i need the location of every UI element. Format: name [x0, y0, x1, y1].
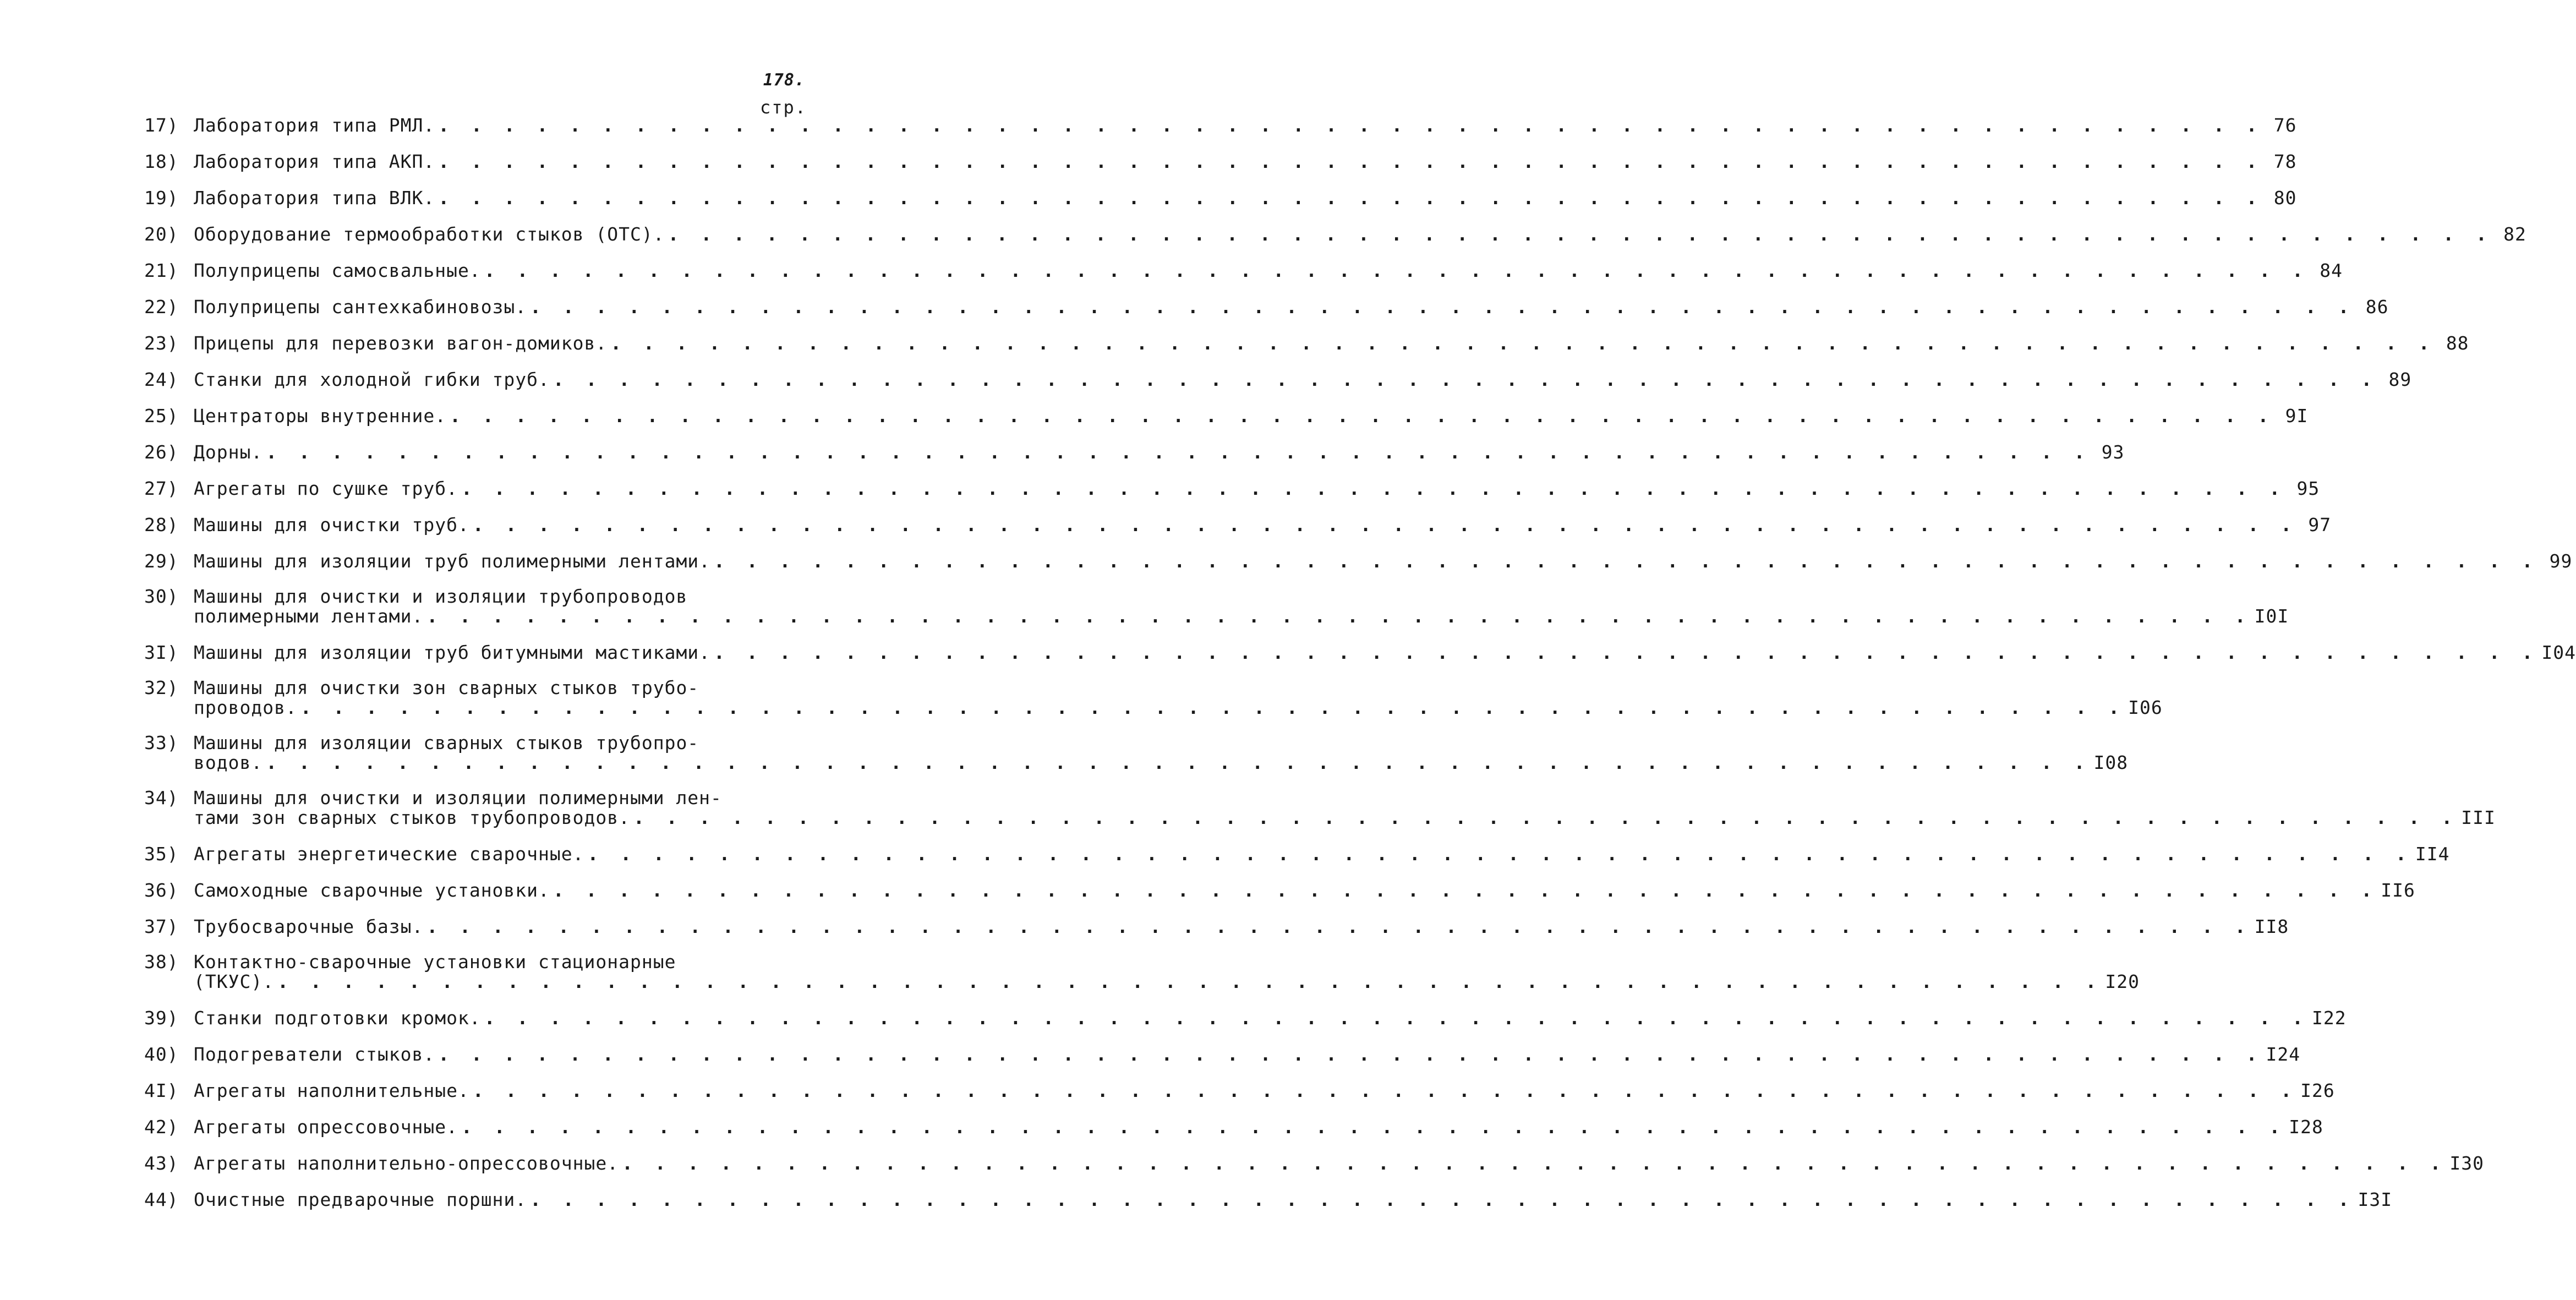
toc-entry: [144, 1007, 2347, 1029]
dot-leader: . . . . . . . . . . . . . . . . . . . . . . . . . . . . . . . . . . . . . . . . . . . . . . . . . . . . . . . .: [668, 223, 2492, 245]
toc-entry: [144, 787, 2496, 828]
toc-entry-last-line: [194, 369, 2412, 390]
toc-entry-body: [194, 586, 2289, 627]
toc-entry-body: [194, 405, 2309, 427]
toc-entry-last-line: [194, 916, 2289, 937]
toc-entry-page-number: I20: [2105, 971, 2140, 992]
toc-entry-number: 22): [144, 296, 179, 318]
toc-entry-last-line: [194, 187, 2297, 209]
toc-entry-last-line: [194, 441, 2125, 463]
page-number: 178.: [763, 70, 805, 90]
toc-entry-title-line: Машины для очистки и изоляции трубопроводов: [194, 586, 688, 607]
toc-entry-page-number: I08: [2093, 752, 2129, 773]
toc-entry-last-line: [194, 1044, 2301, 1065]
dot-leader: . . . . . . . . . . . . . . . . . . . . . . . . . . . . . . . . . . . . . . . . . . . . . . . . . . . . . . . .: [438, 114, 2263, 136]
toc-entry-last-line: [194, 843, 2450, 865]
toc-entry-number: 37): [144, 916, 179, 937]
toc-entry-page-number: III: [2461, 807, 2496, 828]
page-column-label: стр.: [759, 97, 807, 118]
toc-entry-body: [194, 441, 2125, 463]
toc-entry-number: 39): [144, 1007, 179, 1029]
toc-entry-title-line: Очистные предварочные поршни.: [194, 1189, 527, 1210]
toc-entry-page-number: II8: [2254, 916, 2289, 937]
toc-entry-title-line: Машины для очистки труб.: [194, 514, 469, 536]
toc-entry-title-line: Станки для холодной гибки труб.: [194, 369, 550, 390]
toc-entry: [144, 586, 2289, 627]
toc-entry-title-line: Агрегаты опрессовочные.: [194, 1116, 458, 1138]
dot-leader: . . . . . . . . . . . . . . . . . . . . . . . . . . . . . . . . . . . . . . . . . . . . . . . . . . . . . . . .: [450, 405, 2274, 427]
toc-entry-last-line: [194, 114, 2297, 136]
toc-entry-title-line: водов.: [194, 752, 263, 773]
toc-entry-last-line: [194, 296, 2389, 318]
toc-entry-body: [194, 1116, 2323, 1138]
toc-entry: [144, 478, 2320, 499]
toc-entry-title-line: Машины для очистки зон сварных стыков трубо-: [194, 677, 699, 698]
toc-entry-number: 25): [144, 405, 179, 427]
dot-leader: . . . . . . . . . . . . . . . . . . . . . . . . . . . . . . . . . . . . . . . . . . . . . . . . . . . . . . . .: [714, 642, 2539, 663]
toc-entry-body: [194, 732, 2129, 773]
dot-leader: . . . . . . . . . . . . . . . . . . . . . . . . . . . . . . . . . . . . . . . . . . . . . . . . . . . . . . . .: [553, 880, 2378, 901]
toc-entry-title-line: Станки подготовки кромок.: [194, 1007, 481, 1029]
toc-entry-body: [194, 514, 2332, 536]
toc-entry-body: [194, 332, 2469, 354]
toc-entry-page-number: 78: [2273, 151, 2297, 172]
toc-entry: [144, 260, 2343, 281]
toc-entry-number: 24): [144, 369, 179, 390]
toc-entry-body: [194, 1152, 2485, 1174]
toc-entry-body: [194, 642, 2576, 663]
dot-leader: . . . . . . . . . . . . . . . . . . . . . . . . . . . . . . . . . . . . . . . . . . . . . . . . . . . . . . . .: [530, 296, 2355, 318]
toc-entry-page-number: 86: [2365, 296, 2389, 318]
dot-leader: . . . . . . . . . . . . . . . . . . . . . . . . . . . . . . . . . . . . . . . . . . . . . . . . . . . . . . . .: [266, 441, 2091, 463]
toc-entry-body: [194, 478, 2320, 499]
toc-entry-last-line: [194, 752, 2129, 773]
dot-leader: . . . . . . . . . . . . . . . . . . . . . . . . . . . . . . . . . . . . . . . . . . . . . . . . . . . . . . . .: [587, 843, 2412, 865]
toc-entry-body: [194, 843, 2450, 865]
toc-entry-title-line: Центраторы внутренние.: [194, 405, 447, 427]
toc-entry-last-line: [194, 697, 2163, 718]
toc-entry-page-number: 99: [2549, 550, 2573, 572]
toc-entry: [144, 114, 2297, 136]
toc-entry-last-line: [194, 642, 2576, 663]
toc-entry-page-number: I3I: [2358, 1189, 2393, 1210]
toc-entry: [144, 187, 2297, 209]
toc-entry-page-number: 9I: [2285, 405, 2309, 427]
toc-entry-last-line: [194, 1007, 2347, 1029]
toc-entry-body: [194, 951, 2140, 992]
dot-leader: . . . . . . . . . . . . . . . . . . . . . . . . . . . . . . . . . . . . . . . . . . . . . . . . . . . . . . . .: [484, 260, 2309, 281]
toc-entry-page-number: 93: [2101, 441, 2125, 463]
dot-leader: . . . . . . . . . . . . . . . . . . . . . . . . . . . . . . . . . . . . . . . . . . . . . . . . . . . . . . . .: [484, 1007, 2309, 1029]
toc-entry-page-number: 88: [2446, 332, 2469, 354]
toc-entry: [144, 151, 2297, 172]
toc-entry-title-line: Самоходные сварочные установки.: [194, 880, 550, 901]
toc-entry-number: 19): [144, 187, 179, 209]
dot-leader: . . . . . . . . . . . . . . . . . . . . . . . . . . . . . . . . . . . . . . . . . . . . . . . . . . . . . . . .: [472, 1080, 2298, 1101]
toc-entry: [144, 916, 2289, 937]
toc-entry-last-line: [194, 332, 2469, 354]
toc-entry-body: [194, 1007, 2347, 1029]
toc-entry: [144, 642, 2576, 663]
dot-leader: . . . . . . . . . . . . . . . . . . . . . . . . . . . . . . . . . . . . . . . . . . . . . . . . . . . . . . . .: [426, 916, 2251, 937]
toc-entry: [144, 1189, 2393, 1210]
toc-entry-number: 4I): [144, 1080, 179, 1101]
toc-entry-title-line: полимерными лентами.: [194, 605, 424, 627]
toc-entry-body: [194, 880, 2415, 901]
dot-leader: . . . . . . . . . . . . . . . . . . . . . . . . . . . . . . . . . . . . . . . . . . . . . . . . . . . . . . . .: [530, 1189, 2355, 1210]
toc-entry: [144, 1044, 2301, 1065]
dot-leader: . . . . . . . . . . . . . . . . . . . . . . . . . . . . . . . . . . . . . . . . . . . . . . . . . . . . . . . .: [461, 478, 2286, 499]
toc-entry-title-line: Агрегаты наполнительные.: [194, 1080, 469, 1101]
toc-entry-page-number: I30: [2449, 1152, 2485, 1174]
toc-entry-number: 44): [144, 1189, 179, 1210]
toc-entry-title-line: проводов.: [194, 697, 297, 718]
toc-entry-last-line: [194, 260, 2343, 281]
toc-entry-page-number: 82: [2503, 223, 2526, 245]
table-of-contents: [144, 114, 2576, 1210]
toc-entry-number: 28): [144, 514, 179, 536]
dot-leader: . . . . . . . . . . . . . . . . . . . . . . . . . . . . . . . . . . . . . . . . . . . . . . . . . . . . . . . .: [553, 369, 2378, 390]
toc-entry-number: 36): [144, 880, 179, 901]
toc-entry-title-line: Машины для изоляции труб полимерными лентами.: [194, 550, 711, 572]
toc-entry-number: 26): [144, 441, 179, 463]
toc-entry-body: [194, 369, 2412, 390]
toc-entry-page-number: 76: [2273, 114, 2297, 136]
toc-entry-page-number: I26: [2300, 1080, 2335, 1101]
toc-entry-number: 3I): [144, 642, 179, 663]
dot-leader: . . . . . . . . . . . . . . . . . . . . . . . . . . . . . . . . . . . . . . . . . . . . . . . . . . . . . . . .: [622, 1152, 2447, 1174]
toc-entry-page-number: I06: [2128, 697, 2163, 718]
toc-entry-number: 42): [144, 1116, 179, 1138]
toc-entry-page-number: 95: [2296, 478, 2320, 499]
toc-entry-title-line: Агрегаты по сушке труб.: [194, 478, 458, 499]
toc-entry-page-number: 80: [2273, 187, 2297, 209]
dot-leader: . . . . . . . . . . . . . . . . . . . . . . . . . . . . . . . . . . . . . . . . . . . . . . . . . . . . . . . .: [438, 151, 2263, 172]
toc-entry: [144, 1080, 2335, 1101]
dot-leader: . . . . . . . . . . . . . . . . . . . . . . . . . . . . . . . . . . . . . . . . . . . . . . . . . . . . . . . .: [277, 971, 2102, 992]
toc-entry: [144, 951, 2140, 992]
dot-leader: . . . . . . . . . . . . . . . . . . . . . . . . . . . . . . . . . . . . . . . . . . . . . . . . . . . . . . . .: [472, 514, 2298, 536]
toc-entry-number: 32): [144, 677, 179, 698]
toc-entry-last-line: [194, 550, 2573, 572]
dot-leader: . . . . . . . . . . . . . . . . . . . . . . . . . . . . . . . . . . . . . . . . . . . . . . . . . . . . . . . .: [426, 605, 2251, 627]
toc-entry-title-line: Оборудование термообработки стыков (ОТС).: [194, 223, 665, 245]
toc-entry-title-line: Машины для изоляции труб битумными мастиками.: [194, 642, 711, 663]
toc-entry-last-line: [194, 971, 2140, 992]
toc-entry-last-line: [194, 1116, 2323, 1138]
dot-leader: . . . . . . . . . . . . . . . . . . . . . . . . . . . . . . . . . . . . . . . . . . . . . . . . . . . . . . . .: [610, 332, 2435, 354]
toc-entry-number: 17): [144, 114, 179, 136]
toc-entry-last-line: [194, 1189, 2393, 1210]
toc-entry-body: [194, 151, 2297, 172]
toc-entry: [144, 514, 2332, 536]
toc-entry-body: [194, 187, 2297, 209]
toc-entry-body: [194, 550, 2573, 572]
dot-leader: . . . . . . . . . . . . . . . . . . . . . . . . . . . . . . . . . . . . . . . . . . . . . . . . . . . . . . . .: [438, 187, 2263, 209]
toc-entry-title-line: Подогреватели стыков.: [194, 1044, 435, 1065]
toc-entry-number: 27): [144, 478, 179, 499]
dot-leader: . . . . . . . . . . . . . . . . . . . . . . . . . . . . . . . . . . . . . . . . . . . . . . . . . . . . . . . .: [300, 697, 2125, 718]
toc-entry-page-number: II6: [2381, 880, 2415, 901]
toc-entry-body: [194, 260, 2343, 281]
toc-entry-title-line: Лаборатория типа ВЛК.: [194, 187, 435, 209]
toc-entry: [144, 1116, 2323, 1138]
dot-leader: . . . . . . . . . . . . . . . . . . . . . . . . . . . . . . . . . . . . . . . . . . . . . . . . . . . . . . . .: [266, 752, 2091, 773]
toc-entry-body: [194, 1044, 2301, 1065]
toc-entry-title-line: Агрегаты наполнительно-опрессовочные.: [194, 1152, 619, 1174]
toc-entry-last-line: [194, 514, 2332, 536]
toc-entry: [144, 296, 2389, 318]
toc-entry-number: 21): [144, 260, 179, 281]
toc-entry-body: [194, 1080, 2335, 1101]
toc-entry-title-line: Полуприцепы самосвальные.: [194, 260, 481, 281]
toc-entry-number: 18): [144, 151, 179, 172]
toc-entry-body: [194, 1189, 2393, 1210]
toc-entry-last-line: [194, 605, 2289, 627]
toc-entry-last-line: [194, 223, 2526, 245]
toc-entry: [144, 843, 2450, 865]
toc-entry: [144, 1152, 2485, 1174]
toc-entry-title-line: тами зон сварных стыков трубопроводов.: [194, 807, 630, 828]
toc-entry-last-line: [194, 151, 2297, 172]
toc-entry-last-line: [194, 405, 2309, 427]
toc-entry-body: [194, 114, 2297, 136]
toc-entry-page-number: I0I: [2254, 605, 2289, 627]
toc-entry-title-line: Полуприцепы сантехкабиновозы.: [194, 296, 527, 318]
toc-entry-number: 35): [144, 843, 179, 865]
toc-entry-title-line: Лаборатория типа АКП.: [194, 151, 435, 172]
toc-entry-title-line: Прицепы для перевозки вагон-домиков.: [194, 332, 608, 354]
toc-entry-page-number: I28: [2289, 1116, 2323, 1138]
toc-entry-title-line: Машины для очистки и изоляции полимерными лен-: [194, 787, 722, 809]
toc-entry-title-line: Агрегаты энергетические сварочные.: [194, 843, 584, 865]
toc-entry-last-line: [194, 807, 2496, 828]
toc-entry-number: 29): [144, 550, 179, 572]
toc-entry-last-line: [194, 880, 2415, 901]
toc-entry-number: 30): [144, 586, 179, 607]
dot-leader: . . . . . . . . . . . . . . . . . . . . . . . . . . . . . . . . . . . . . . . . . . . . . . . . . . . . . . . .: [714, 550, 2539, 572]
toc-entry-body: [194, 296, 2389, 318]
toc-entry-page-number: I24: [2266, 1044, 2301, 1065]
dot-leader: . . . . . . . . . . . . . . . . . . . . . . . . . . . . . . . . . . . . . . . . . . . . . . . . . . . . . . . .: [438, 1044, 2263, 1065]
toc-entry: [144, 405, 2309, 427]
toc-entry: [144, 732, 2129, 773]
toc-entry-last-line: [194, 478, 2320, 499]
toc-entry-body: [194, 787, 2496, 828]
toc-entry-number: 40): [144, 1044, 179, 1065]
toc-entry-title-line: Трубосварочные базы.: [194, 916, 424, 937]
toc-entry-last-line: [194, 1152, 2485, 1174]
toc-entry-page-number: I22: [2312, 1007, 2347, 1029]
toc-entry-title-line: Контактно-сварочные установки стационарные: [194, 951, 676, 973]
toc-entry-page-number: 84: [2320, 260, 2343, 281]
toc-entry-number: 38): [144, 951, 179, 973]
toc-entry-last-line: [194, 1080, 2335, 1101]
dot-leader: . . . . . . . . . . . . . . . . . . . . . . . . . . . . . . . . . . . . . . . . . . . . . . . . . . . . . . . .: [633, 807, 2458, 828]
toc-entry: [144, 332, 2469, 354]
toc-entry-body: [194, 223, 2526, 245]
toc-entry-number: 20): [144, 223, 179, 245]
toc-entry-number: 23): [144, 332, 179, 354]
dot-leader: . . . . . . . . . . . . . . . . . . . . . . . . . . . . . . . . . . . . . . . . . . . . . . . . . . . . . . . .: [461, 1116, 2286, 1138]
toc-entry-page-number: 89: [2388, 369, 2412, 390]
toc-entry: [144, 677, 2163, 718]
toc-entry-number: 33): [144, 732, 179, 753]
toc-entry-title-line: Машины для изоляции сварных стыков трубопро-: [194, 732, 699, 753]
toc-entry: [144, 880, 2415, 901]
toc-entry: [144, 441, 2125, 463]
toc-entry-title-line: (ТКУС).: [194, 971, 275, 992]
toc-entry-body: [194, 916, 2289, 937]
toc-entry-body: [194, 677, 2163, 718]
toc-entry-title-line: Лаборатория типа РМЛ.: [194, 114, 435, 136]
toc-entry-number: 43): [144, 1152, 179, 1174]
toc-entry: [144, 223, 2526, 245]
toc-entry-number: 34): [144, 787, 179, 809]
toc-entry: [144, 369, 2412, 390]
toc-entry-page-number: 97: [2308, 514, 2332, 536]
toc-entry-page-number: I04: [2541, 642, 2576, 663]
toc-entry-title-line: Дорны.: [194, 441, 263, 463]
toc-entry: [144, 550, 2573, 572]
toc-entry-page-number: II4: [2415, 843, 2450, 865]
